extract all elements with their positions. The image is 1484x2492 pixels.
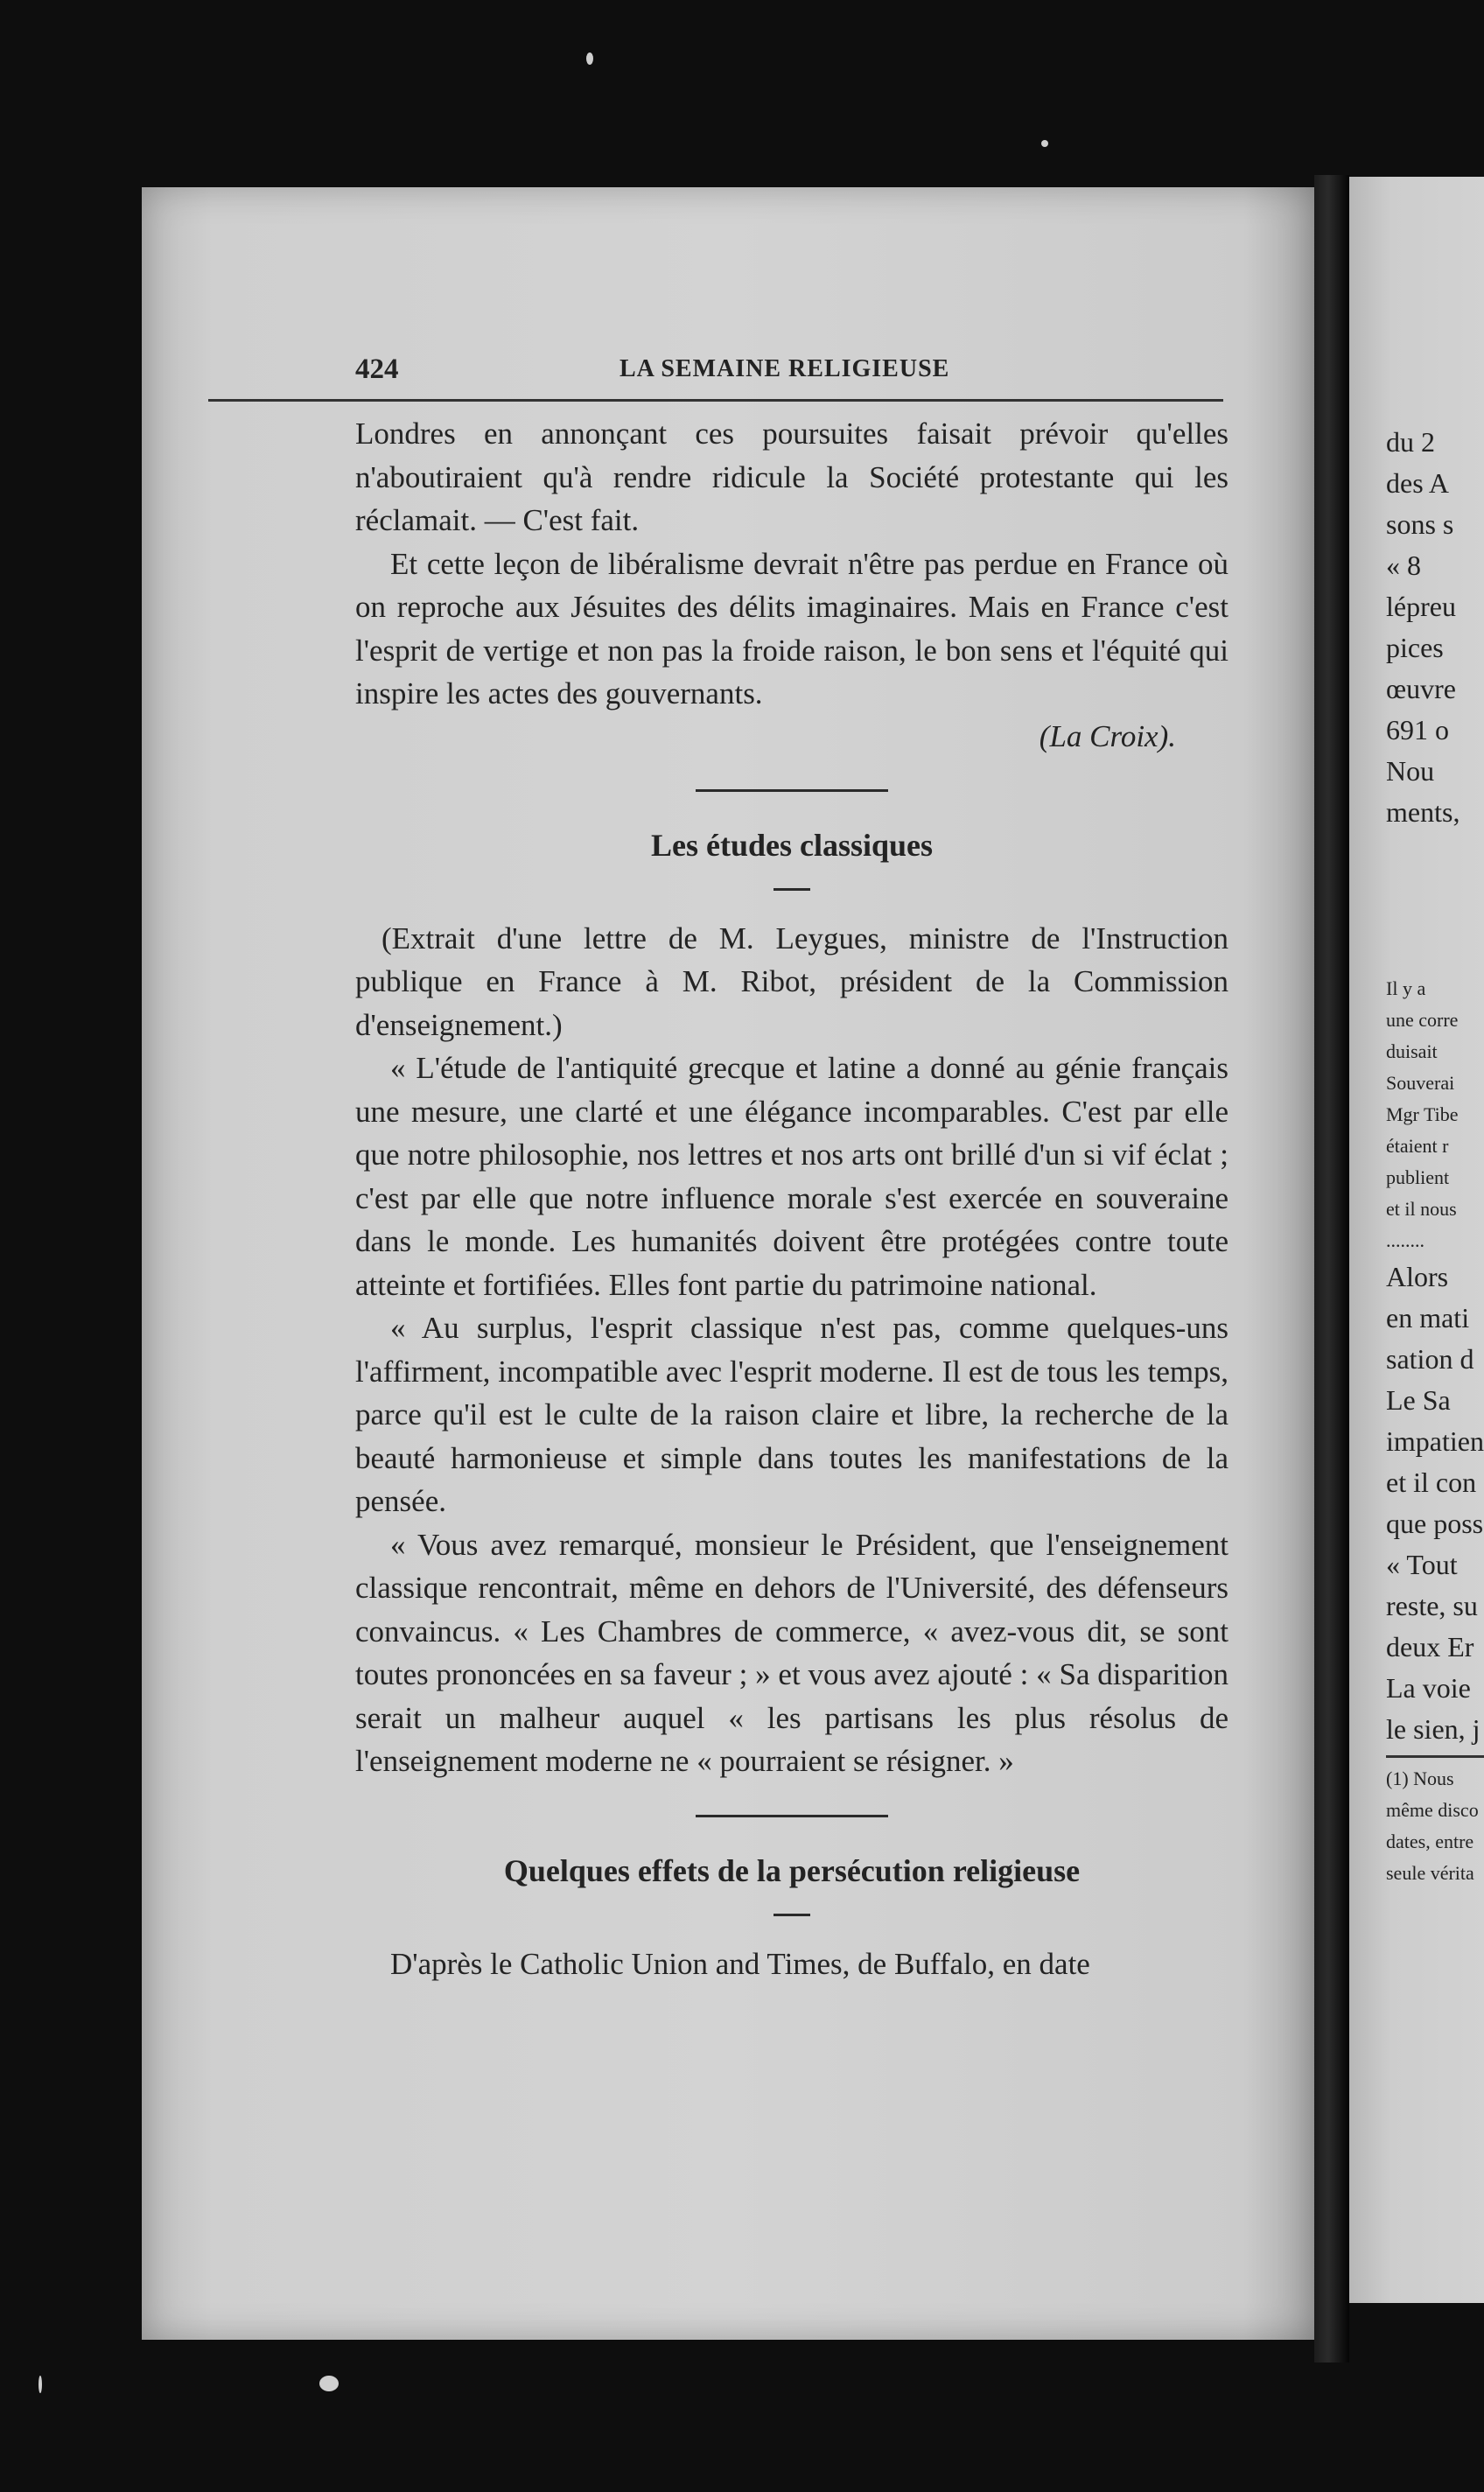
right-line: œuvre <box>1386 673 1456 704</box>
citation-la-croix: (La Croix). <box>1039 718 1176 753</box>
right-line: « 8 <box>1386 550 1421 581</box>
right-footnote-line: dates, entre <box>1386 1830 1474 1852</box>
right-line: le sien, j <box>1386 1713 1480 1745</box>
right-page-edge <box>1349 177 1484 2303</box>
right-line: pices <box>1386 632 1444 663</box>
right-small-line: duisait <box>1386 1040 1438 1062</box>
right-line: sons s <box>1386 508 1454 540</box>
heading-dash <box>774 888 810 891</box>
right-line: 691 o <box>1386 714 1449 746</box>
right-line: lépreu <box>1386 591 1456 622</box>
right-small-line: une corre <box>1386 1009 1459 1031</box>
dust-speck <box>319 2376 339 2391</box>
right-line: impatien <box>1386 1425 1484 1457</box>
right-line: « Tout <box>1386 1549 1458 1580</box>
extract-intro: (Extrait d'une lettre de M. Leygues, ministre de l'Instruction publique en France à M. Ribot, président de la Commission d'enseignement.) <box>355 920 1228 1042</box>
book-gutter <box>1314 175 1349 2362</box>
footnote-rule <box>1386 1755 1484 1758</box>
dust-speck <box>1041 140 1048 147</box>
right-line: en mati <box>1386 1302 1470 1334</box>
right-footnote-line: (1) Nous <box>1386 1768 1454 1789</box>
opening-paragraph: Londres en annonçant ces poursuites faisait prévoir qu'elles n'aboutiraient qu'à rendre ridicule la Société protestante qui les réclamait. — C'est fait. <box>355 416 1228 537</box>
right-line: Le Sa <box>1386 1384 1451 1416</box>
right-small-line: Souverai <box>1386 1072 1455 1094</box>
right-small-line: étaient r <box>1386 1135 1449 1157</box>
right-line: des A <box>1386 467 1449 499</box>
dust-speck <box>38 2376 42 2393</box>
right-line: Alors <box>1386 1261 1449 1292</box>
right-page-fragments <box>1386 422 1484 1889</box>
section-heading-persecution: Quelques effets de la persécution religieuse <box>503 1852 1081 1888</box>
right-small-line: et il nous <box>1386 1198 1457 1220</box>
dust-speck <box>586 52 593 65</box>
right-line: reste, su <box>1386 1590 1478 1621</box>
quote-paragraph-1: « L'étude de l'antiquité grecque et latine a donné au génie français une mesure, une clarté et une élégance incomparables. C'est par elle que notre philosophie, nos lettres et nos arts ont brillé d'un si vif éclat ; c'est par elle que notre influence morale s'est exercée en souveraine dans le monde. Les humanités doivent être protégées contre toute atteinte et fortifiées. Elles font partie du patrimoine national. <box>355 1051 1228 1302</box>
right-line: deux Er <box>1386 1631 1474 1662</box>
right-small-line: ........ <box>1386 1229 1424 1251</box>
page-number: 424 <box>355 354 399 385</box>
right-small-line: publient <box>1386 1166 1450 1188</box>
right-footnote-line: même disco <box>1386 1799 1479 1821</box>
liberalisme-paragraph: Et cette leçon de libéralisme devrait n'être pas perdue en France où on reproche aux Jésuites des délits imaginaires. Mais en France c'est l'esprit de vertige et non pas la froide raison, le bon sens et l'équité qui inspire les actes des gouvernants. <box>355 546 1228 710</box>
quote-paragraph-3: « Vous avez remarqué, monsieur le Président, que l'enseignement classique rencontrait, même en dehors de l'Université, des défenseurs convaincus. « Les Chambres de commerce, « avez-vous dit, se sont toutes prononcées en sa faveur ; » et vous avez ajouté : « Sa disparition serait un malheur auquel « les partisans les plus résolus de l'enseignement moderne ne « pourraient se résigner. » <box>355 1527 1228 1778</box>
right-small-line: Il y a <box>1386 977 1426 999</box>
left-page-text-column <box>208 354 1228 1985</box>
article-body <box>208 412 1228 1985</box>
right-line: du 2 <box>1386 426 1435 458</box>
right-line: Nou <box>1386 755 1435 787</box>
section-heading-etudes-classiques: Les études classiques <box>650 827 934 863</box>
right-line: ments, <box>1386 796 1460 828</box>
right-small-line: Mgr Tibe <box>1386 1103 1459 1125</box>
heading-dash-2 <box>774 1914 810 1916</box>
quote-paragraph-2: « Au surplus, l'esprit classique n'est pas, comme quelques-uns l'affirment, incompatible avec l'esprit moderne. Il est de tous les temps, parce qu'il est le culte de la raison claire et libre, la recherche de la beauté harmonieuse et simple dans toutes les manifestations de la pensée. <box>355 1311 1228 1518</box>
right-line: sation d <box>1386 1343 1474 1375</box>
right-line: La voie <box>1386 1672 1471 1704</box>
section-divider <box>696 789 888 792</box>
section-divider-2 <box>696 1815 888 1817</box>
right-line: et il con <box>1386 1466 1477 1498</box>
persecution-first-line: D'après le Catholic Union and Times, de Buffalo, en date <box>390 1946 1090 1981</box>
right-footnote-line: seule vérita <box>1386 1862 1474 1884</box>
right-line: que poss <box>1386 1508 1484 1539</box>
running-title: LA SEMAINE RELIGIEUSE <box>620 355 950 382</box>
running-head <box>208 354 1223 402</box>
